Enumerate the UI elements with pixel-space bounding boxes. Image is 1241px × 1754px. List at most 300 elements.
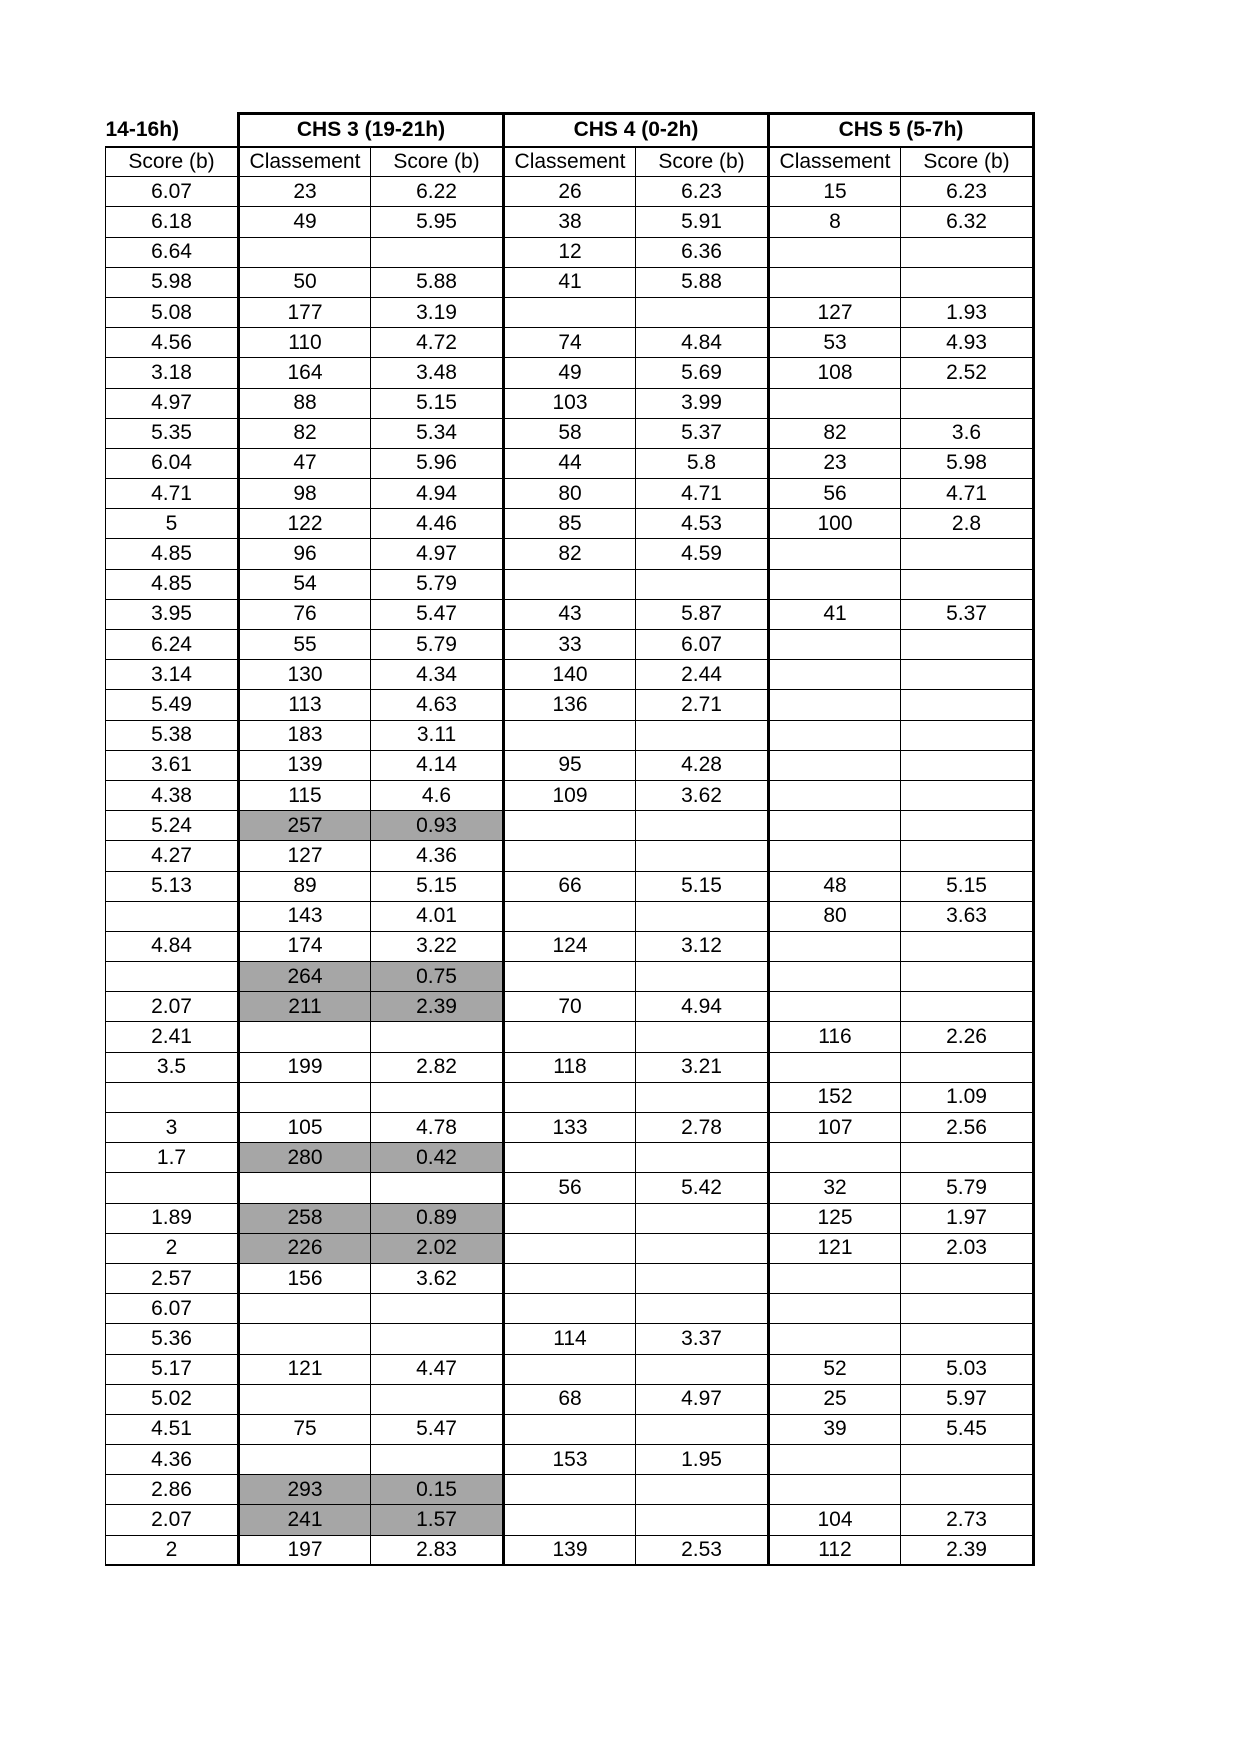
table-cell: [239, 1082, 371, 1112]
table-cell: 211: [239, 992, 371, 1022]
table-row: [106, 1203, 1034, 1233]
table-cell: [504, 962, 636, 992]
table-cell: 139: [504, 1535, 636, 1565]
table-cell: [504, 297, 636, 327]
table-row: [106, 1445, 1034, 1475]
table-cell: 5.69: [636, 358, 769, 388]
table-cell: [239, 1445, 371, 1475]
table-row: [106, 660, 1034, 690]
table-cell: 15: [769, 177, 901, 207]
table-cell: [636, 1263, 769, 1293]
table-cell: [769, 931, 901, 961]
table-cell: [504, 1354, 636, 1384]
table-cell: [901, 569, 1034, 599]
table-cell: 5.47: [371, 599, 504, 629]
table-cell: 1.93: [901, 297, 1034, 327]
table-cell: 6.32: [901, 207, 1034, 237]
table-cell: [239, 1173, 371, 1203]
table-cell: 136: [504, 690, 636, 720]
table-cell: 4.38: [106, 780, 239, 810]
table-cell: 4.01: [371, 901, 504, 931]
table-cell: 241: [239, 1505, 371, 1535]
table-cell: 2.71: [636, 690, 769, 720]
table-cell: 85: [504, 509, 636, 539]
table-cell: 105: [239, 1113, 371, 1143]
table-cell: [901, 841, 1034, 871]
table-cell: 5.13: [106, 871, 239, 901]
table-cell: 23: [769, 448, 901, 478]
table-cell: 5.34: [371, 418, 504, 448]
table-cell: 25: [769, 1384, 901, 1414]
table-cell: 2.56: [901, 1113, 1034, 1143]
table-row: [106, 780, 1034, 810]
table-cell: 5.47: [371, 1414, 504, 1444]
group-header-partial: 14-16h): [106, 114, 239, 147]
table-cell: 6.07: [636, 630, 769, 660]
table-cell: [239, 1022, 371, 1052]
table-cell: 41: [504, 267, 636, 297]
table-cell: [769, 1263, 901, 1293]
table-cell: 2: [106, 1535, 239, 1565]
table-cell: [504, 569, 636, 599]
table-row: [106, 479, 1034, 509]
table-cell: [901, 1475, 1034, 1505]
table-cell: 156: [239, 1263, 371, 1293]
table-cell: 23: [239, 177, 371, 207]
table-cell: [504, 901, 636, 931]
table-cell: 3.37: [636, 1324, 769, 1354]
table-cell: [504, 1505, 636, 1535]
table-cell: 5.37: [636, 418, 769, 448]
table-row: [106, 811, 1034, 841]
table-row: [106, 1052, 1034, 1082]
table-cell: [636, 1082, 769, 1112]
table-cell: 48: [769, 871, 901, 901]
table-cell: [504, 811, 636, 841]
table-cell: [901, 267, 1034, 297]
table-cell: 3.95: [106, 599, 239, 629]
table-cell: [901, 539, 1034, 569]
table-cell: 1.97: [901, 1203, 1034, 1233]
table-cell: 5.98: [901, 448, 1034, 478]
table-cell: [636, 1233, 769, 1263]
table-cell: 5: [106, 509, 239, 539]
table-cell: 121: [239, 1354, 371, 1384]
table-cell: 26: [504, 177, 636, 207]
table-cell: 54: [239, 569, 371, 599]
table-cell: 66: [504, 871, 636, 901]
table-cell: 55: [239, 630, 371, 660]
table-cell: [371, 1324, 504, 1354]
table-cell: 2.07: [106, 992, 239, 1022]
table-cell: 5.15: [371, 871, 504, 901]
table-cell: 5.17: [106, 1354, 239, 1384]
table-cell: 103: [504, 388, 636, 418]
table-cell: 4.46: [371, 509, 504, 539]
table-cell: [901, 962, 1034, 992]
table-cell: 6.23: [636, 177, 769, 207]
column-header: Classement: [504, 147, 636, 177]
table-row: [106, 962, 1034, 992]
table-cell: 44: [504, 448, 636, 478]
table-cell: 6.36: [636, 237, 769, 267]
table-cell: 2.8: [901, 509, 1034, 539]
table-cell: 96: [239, 539, 371, 569]
table-cell: [106, 1173, 239, 1203]
table-cell: 98: [239, 479, 371, 509]
table-cell: 4.6: [371, 780, 504, 810]
table-cell: 80: [769, 901, 901, 931]
table-cell: 5.96: [371, 448, 504, 478]
table-cell: 4.51: [106, 1414, 239, 1444]
table-cell: 5.91: [636, 207, 769, 237]
table-cell: 127: [239, 841, 371, 871]
table-cell: 4.36: [106, 1445, 239, 1475]
table-cell: [769, 539, 901, 569]
table-cell: [901, 992, 1034, 1022]
table-cell: 6.07: [106, 1294, 239, 1324]
table-cell: 4.97: [106, 388, 239, 418]
table-cell: 4.47: [371, 1354, 504, 1384]
table-cell: 89: [239, 871, 371, 901]
table-cell: 4.27: [106, 841, 239, 871]
table-cell: [504, 1233, 636, 1263]
table-cell: 115: [239, 780, 371, 810]
table-cell: 5.15: [636, 871, 769, 901]
table-cell: 41: [769, 599, 901, 629]
table-cell: 4.36: [371, 841, 504, 871]
table-cell: 122: [239, 509, 371, 539]
table-cell: [769, 1052, 901, 1082]
table-cell: 49: [239, 207, 371, 237]
table-cell: 108: [769, 358, 901, 388]
table-cell: 5.8: [636, 448, 769, 478]
table-cell: 4.34: [371, 660, 504, 690]
table-cell: 2.26: [901, 1022, 1034, 1052]
table-row: [106, 1384, 1034, 1414]
table-cell: 82: [504, 539, 636, 569]
table-cell: 4.85: [106, 569, 239, 599]
table-cell: 4.71: [106, 479, 239, 509]
table-cell: [504, 841, 636, 871]
table-cell: [769, 267, 901, 297]
table-cell: [901, 237, 1034, 267]
column-header-row: [106, 147, 1034, 177]
table-row: [106, 750, 1034, 780]
table-cell: [769, 1143, 901, 1173]
table-cell: 5.37: [901, 599, 1034, 629]
table-cell: [769, 690, 901, 720]
table-cell: 183: [239, 720, 371, 750]
table-cell: 125: [769, 1203, 901, 1233]
table-cell: [636, 811, 769, 841]
table-cell: 3: [106, 1113, 239, 1143]
table-cell: 75: [239, 1414, 371, 1444]
table-cell: 0.89: [371, 1203, 504, 1233]
table-cell: 4.71: [636, 479, 769, 509]
table-cell: [504, 720, 636, 750]
table-cell: 6.64: [106, 237, 239, 267]
table-cell: [371, 1445, 504, 1475]
table-cell: 2.02: [371, 1233, 504, 1263]
table-cell: [636, 1414, 769, 1444]
table-row: [106, 1263, 1034, 1293]
table-cell: 118: [504, 1052, 636, 1082]
table-cell: 95: [504, 750, 636, 780]
table-row: [106, 871, 1034, 901]
table-cell: 257: [239, 811, 371, 841]
table-cell: [769, 780, 901, 810]
table-cell: 3.62: [636, 780, 769, 810]
table-row: [106, 931, 1034, 961]
table-row: [106, 992, 1034, 1022]
table-cell: 74: [504, 328, 636, 358]
table-cell: [769, 1294, 901, 1324]
table-row: [106, 1354, 1034, 1384]
table-cell: 4.59: [636, 539, 769, 569]
table-cell: 1.95: [636, 1445, 769, 1475]
table-row: [106, 630, 1034, 660]
table-cell: [636, 1143, 769, 1173]
table-cell: 107: [769, 1113, 901, 1143]
table-cell: 1.09: [901, 1082, 1034, 1112]
table-cell: [636, 1354, 769, 1384]
table-cell: 2.39: [371, 992, 504, 1022]
table-row: [106, 1173, 1034, 1203]
table-cell: 0.93: [371, 811, 504, 841]
table-cell: 3.19: [371, 297, 504, 327]
column-header: Classement: [239, 147, 371, 177]
table-cell: 5.15: [371, 388, 504, 418]
table-cell: 112: [769, 1535, 901, 1565]
table-cell: [901, 1445, 1034, 1475]
table-cell: 2.78: [636, 1113, 769, 1143]
group-header-chs4: CHS 4 (0-2h): [504, 114, 769, 147]
table-cell: 100: [769, 509, 901, 539]
table-cell: [636, 1203, 769, 1233]
table-cell: [504, 1143, 636, 1173]
table-cell: [769, 811, 901, 841]
table-row: [106, 448, 1034, 478]
table-cell: 4.14: [371, 750, 504, 780]
table-cell: 39: [769, 1414, 901, 1444]
table-cell: 5.42: [636, 1173, 769, 1203]
table-cell: 104: [769, 1505, 901, 1535]
table-cell: 3.11: [371, 720, 504, 750]
table-cell: [769, 750, 901, 780]
table-cell: 2.83: [371, 1535, 504, 1565]
table-cell: 68: [504, 1384, 636, 1414]
table-cell: 49: [504, 358, 636, 388]
table-cell: [769, 720, 901, 750]
table-cell: [504, 1414, 636, 1444]
table-cell: 4.94: [636, 992, 769, 1022]
table-cell: 5.15: [901, 871, 1034, 901]
table-cell: 5.38: [106, 720, 239, 750]
table-cell: 2.03: [901, 1233, 1034, 1263]
table-cell: 2.57: [106, 1263, 239, 1293]
table-cell: [901, 630, 1034, 660]
table-cell: 133: [504, 1113, 636, 1143]
table-row: [106, 509, 1034, 539]
table-cell: [901, 1143, 1034, 1173]
table-cell: 199: [239, 1052, 371, 1082]
table-cell: [769, 237, 901, 267]
table-cell: 4.72: [371, 328, 504, 358]
table-row: [106, 1535, 1034, 1565]
table-cell: 3.48: [371, 358, 504, 388]
table-cell: [901, 780, 1034, 810]
table-cell: [371, 1082, 504, 1112]
table-row: [106, 328, 1034, 358]
table-cell: 110: [239, 328, 371, 358]
table-cell: 4.94: [371, 479, 504, 509]
table-cell: [901, 690, 1034, 720]
table-cell: [901, 1324, 1034, 1354]
table-cell: 47: [239, 448, 371, 478]
table-cell: 130: [239, 660, 371, 690]
table-cell: 2.07: [106, 1505, 239, 1535]
table-row: [106, 1505, 1034, 1535]
table-cell: 76: [239, 599, 371, 629]
table-cell: [636, 1022, 769, 1052]
group-header-chs3: CHS 3 (19-21h): [239, 114, 504, 147]
table-cell: 4.97: [371, 539, 504, 569]
column-header: Score (b): [106, 147, 239, 177]
table-cell: 4.78: [371, 1113, 504, 1143]
table-cell: 32: [769, 1173, 901, 1203]
table-cell: 140: [504, 660, 636, 690]
table-cell: 52: [769, 1354, 901, 1384]
table-cell: 4.71: [901, 479, 1034, 509]
table-cell: 4.63: [371, 690, 504, 720]
table-cell: 3.21: [636, 1052, 769, 1082]
table-cell: 3.22: [371, 931, 504, 961]
table-cell: 2: [106, 1233, 239, 1263]
group-header-row: [106, 114, 1034, 147]
table-cell: 121: [769, 1233, 901, 1263]
table-row: [106, 901, 1034, 931]
table-cell: 1.7: [106, 1143, 239, 1173]
table-cell: 5.95: [371, 207, 504, 237]
table-cell: 5.79: [371, 569, 504, 599]
table-cell: 153: [504, 1445, 636, 1475]
table-cell: 116: [769, 1022, 901, 1052]
table-cell: 5.03: [901, 1354, 1034, 1384]
table-cell: 70: [504, 992, 636, 1022]
group-header-chs5: CHS 5 (5-7h): [769, 114, 1034, 147]
table-cell: 3.12: [636, 931, 769, 961]
table-cell: [769, 1324, 901, 1354]
table-cell: [769, 569, 901, 599]
table-cell: 3.99: [636, 388, 769, 418]
table-cell: [769, 962, 901, 992]
table-cell: 5.88: [636, 267, 769, 297]
column-header: Score (b): [636, 147, 769, 177]
table-cell: 88: [239, 388, 371, 418]
table-cell: [239, 1294, 371, 1324]
table-cell: 0.15: [371, 1475, 504, 1505]
table-cell: [504, 1203, 636, 1233]
table-cell: 5.35: [106, 418, 239, 448]
table-cell: [636, 1294, 769, 1324]
table-row: [106, 1414, 1034, 1444]
table-cell: [504, 1294, 636, 1324]
table-cell: 5.36: [106, 1324, 239, 1354]
table-cell: [636, 720, 769, 750]
table-row: [106, 1233, 1034, 1263]
table-cell: [901, 1263, 1034, 1293]
table-cell: [371, 237, 504, 267]
table-cell: 264: [239, 962, 371, 992]
table-cell: 6.18: [106, 207, 239, 237]
table-cell: [769, 992, 901, 1022]
table-cell: 177: [239, 297, 371, 327]
table-cell: 152: [769, 1082, 901, 1112]
table-cell: [901, 720, 1034, 750]
table-cell: 58: [504, 418, 636, 448]
table-cell: 143: [239, 901, 371, 931]
table-cell: 33: [504, 630, 636, 660]
table-cell: 38: [504, 207, 636, 237]
table-cell: [901, 388, 1034, 418]
table-row: [106, 418, 1034, 448]
table-cell: 80: [504, 479, 636, 509]
table-cell: 4.93: [901, 328, 1034, 358]
score-table: [105, 112, 1035, 1566]
table-cell: 124: [504, 931, 636, 961]
table-cell: 82: [769, 418, 901, 448]
table-cell: 5.08: [106, 297, 239, 327]
table-cell: [504, 1082, 636, 1112]
table-cell: 226: [239, 1233, 371, 1263]
table-cell: 197: [239, 1535, 371, 1565]
table-cell: 4.84: [636, 328, 769, 358]
table-cell: [636, 1505, 769, 1535]
table-row: [106, 1082, 1034, 1112]
table-cell: 2.82: [371, 1052, 504, 1082]
table-row: [106, 1022, 1034, 1052]
table-cell: 8: [769, 207, 901, 237]
table-cell: 114: [504, 1324, 636, 1354]
table-cell: [901, 750, 1034, 780]
table-cell: [636, 569, 769, 599]
table-cell: 2.73: [901, 1505, 1034, 1535]
table-cell: 2.39: [901, 1535, 1034, 1565]
table-cell: 0.42: [371, 1143, 504, 1173]
table-cell: 139: [239, 750, 371, 780]
column-header: Score (b): [901, 147, 1034, 177]
table-cell: 4.84: [106, 931, 239, 961]
table-cell: 5.98: [106, 267, 239, 297]
table-row: [106, 207, 1034, 237]
table-cell: 109: [504, 780, 636, 810]
table-cell: [371, 1173, 504, 1203]
table-cell: 5.45: [901, 1414, 1034, 1444]
table-cell: 258: [239, 1203, 371, 1233]
table-cell: 1.89: [106, 1203, 239, 1233]
table-cell: 113: [239, 690, 371, 720]
table-cell: [901, 931, 1034, 961]
table-cell: [769, 1475, 901, 1505]
table-cell: [636, 962, 769, 992]
table-cell: 3.18: [106, 358, 239, 388]
table-cell: [504, 1022, 636, 1052]
table-cell: 2.53: [636, 1535, 769, 1565]
table-cell: [371, 1022, 504, 1052]
column-header: Score (b): [371, 147, 504, 177]
table-cell: 0.75: [371, 962, 504, 992]
